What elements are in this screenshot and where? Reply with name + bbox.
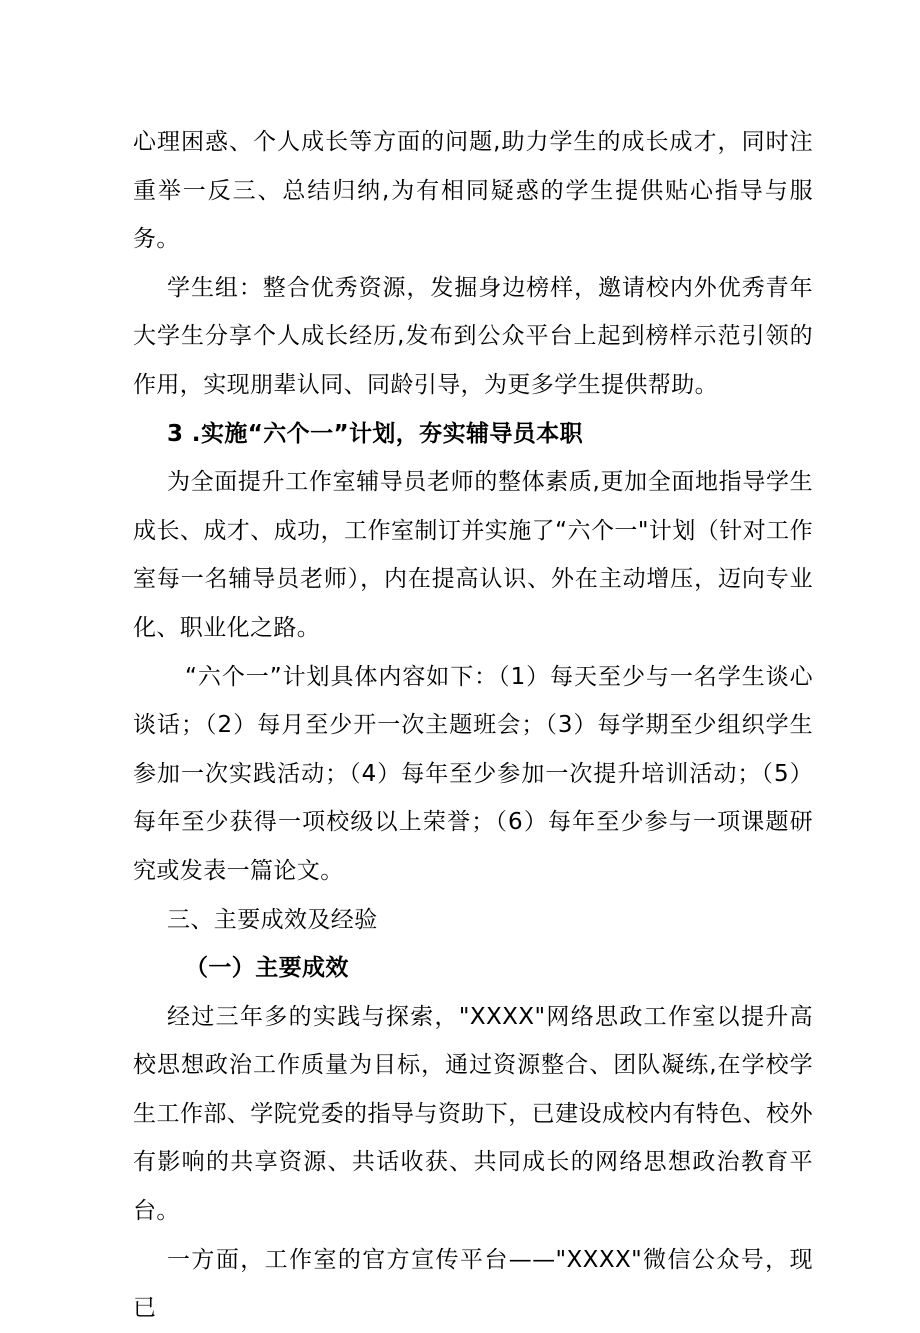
paragraph-counseling-continued: 心理困惑、个人成长等方面的问题,助力学生的成长成才，同时注重举一反三、总结归纳,为有相同疑惑的学生提供贴心指导与服务。 xyxy=(133,129,813,253)
paragraph-six-ones-content: “六个一”计划具体内容如下：（1）每天至少与一名学生谈心谈话；（2）每月至少开一次主题班会；（3）每学期至少组织学生参加一次实践活动；（4）每年至少参加一次提升培训活动；（5）每年至少获得一项校级以上荣誉；（6）每年至少参与一项课题研究或发表一篇论文。 xyxy=(133,663,813,884)
heading-main-results: （一）主要成效 xyxy=(185,955,349,982)
paragraph-student-group: 学生组：整合优秀资源，发掘身边榜样，邀请校内外优秀青年大学生分享个人成长经历,发布到公众平台上起到榜样示范引领的作用，实现朋辈认同、同龄引导，为更多学生提供帮助。 xyxy=(133,274,813,398)
paragraph-six-ones-intro: 为全面提升工作室辅导员老师的整体素质,更加全面地指导学生成长、成才、成功，工作室制订并实施了“六个一"计划（针对工作室每一名辅导员老师），内在提高认识、外在主动增压，迈向专业化、职业化之路。 xyxy=(133,469,813,641)
heading-six-ones-plan: 3 .实施“六个一”计划，夯实辅导员本职 xyxy=(167,420,583,447)
paragraph-wechat-account: 一方面，工作室的官方宣传平台——"XXXX"微信公众号，现已 xyxy=(133,1246,813,1322)
paragraph-results-summary: 经过三年多的实践与探索，"XXXX"网络思政工作室以提升高校思想政治工作质量为目标，通过资源整合、团队凝练,在学校学生工作部、学院党委的指导与资助下，已建设成校内有特色、校外有影响的共享资源、共话收获、共同成长的网络思想政治教育平台。 xyxy=(133,1003,813,1225)
heading-main-results-experience: 三、主要成效及经验 xyxy=(167,906,378,933)
document-body xyxy=(133,118,813,1333)
